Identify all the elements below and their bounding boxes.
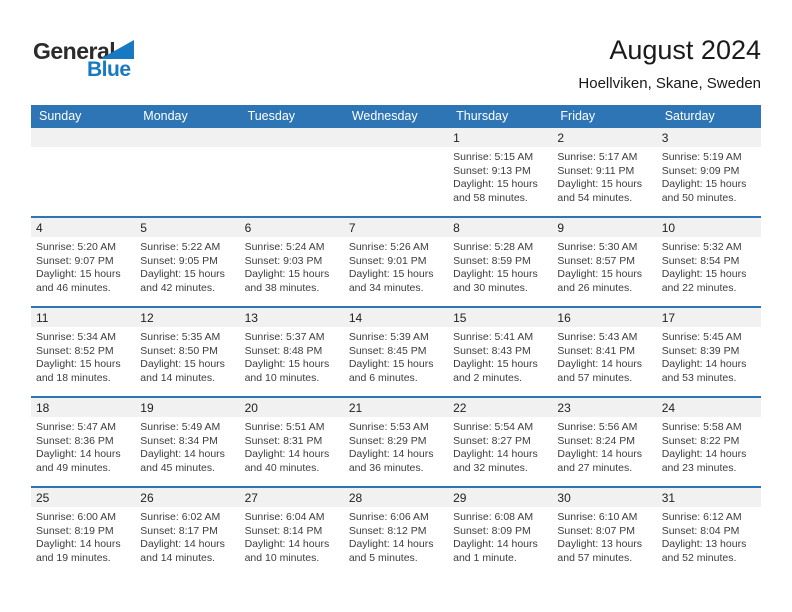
day-number: 6 xyxy=(244,220,252,235)
daylight-text: Daylight: 15 hours and 6 minutes. xyxy=(348,358,434,384)
week-row xyxy=(31,306,761,396)
daylight-text: Daylight: 15 hours and 50 minutes. xyxy=(661,178,747,204)
sunrise-text: Sunrise: 5:58 AM xyxy=(661,421,742,433)
day-cell xyxy=(552,488,656,576)
week-row xyxy=(31,216,761,306)
day-cell xyxy=(31,308,135,396)
day-cell xyxy=(135,398,239,486)
daylight-text: Daylight: 14 hours and 36 minutes. xyxy=(348,448,434,474)
day-number-band xyxy=(135,488,239,507)
day-number: 8 xyxy=(453,220,460,235)
day-number-band xyxy=(31,218,135,237)
daylight-text: Daylight: 15 hours and 38 minutes. xyxy=(244,268,330,294)
sunset-text: Sunset: 8:12 PM xyxy=(348,524,427,537)
sunrise-text: Sunrise: 6:06 AM xyxy=(348,511,429,523)
day-number-band xyxy=(240,308,344,327)
day-number-band xyxy=(657,398,761,417)
sunset-text: Sunset: 8:04 PM xyxy=(661,524,740,537)
day-details xyxy=(448,507,552,565)
day-details xyxy=(552,417,656,475)
daylight-text: Daylight: 14 hours and 53 minutes. xyxy=(661,358,747,384)
day-details xyxy=(31,417,135,475)
day-number-band xyxy=(657,128,761,147)
sunrise-text: Sunrise: 5:51 AM xyxy=(244,421,325,433)
sunrise-text: Sunrise: 5:32 AM xyxy=(661,241,742,253)
sunrise-text: Sunrise: 5:24 AM xyxy=(244,241,325,253)
sunset-text: Sunset: 8:31 PM xyxy=(244,434,323,447)
sunset-text: Sunset: 8:48 PM xyxy=(244,344,323,357)
daylight-text: Daylight: 15 hours and 22 minutes. xyxy=(661,268,747,294)
sunrise-text: Sunrise: 6:04 AM xyxy=(244,511,325,523)
sunset-text: Sunset: 8:59 PM xyxy=(453,254,531,267)
day-details xyxy=(552,147,656,205)
day-cell xyxy=(135,488,239,576)
empty-day-cell xyxy=(31,128,135,216)
day-details xyxy=(657,507,761,565)
day-number-band xyxy=(135,398,239,417)
sunset-text: Sunset: 8:22 PM xyxy=(661,434,740,447)
weekday-header-row xyxy=(31,105,761,126)
sunset-text: Sunset: 9:07 PM xyxy=(36,254,114,267)
day-details xyxy=(552,327,656,385)
day-number: 24 xyxy=(661,400,676,415)
sunrise-text: Sunrise: 5:34 AM xyxy=(36,331,116,343)
day-details xyxy=(657,237,761,295)
day-number: 21 xyxy=(348,400,363,415)
day-cell xyxy=(344,398,448,486)
day-number: 17 xyxy=(661,310,676,325)
day-details xyxy=(344,147,448,151)
sunset-text: Sunset: 9:01 PM xyxy=(348,254,427,267)
day-number-band xyxy=(657,488,761,507)
day-number-band xyxy=(552,128,656,147)
sunset-text: Sunset: 8:34 PM xyxy=(140,434,218,447)
daylight-text: Daylight: 14 hours and 27 minutes. xyxy=(557,448,643,474)
day-number-band xyxy=(552,398,656,417)
sunset-text: Sunset: 8:57 PM xyxy=(557,254,636,267)
daylight-text: Daylight: 14 hours and 45 minutes. xyxy=(140,448,225,474)
day-cell xyxy=(31,398,135,486)
daylight-text: Daylight: 15 hours and 34 minutes. xyxy=(348,268,434,294)
day-number: 15 xyxy=(453,310,467,325)
week-row xyxy=(31,486,761,576)
daylight-text: Daylight: 15 hours and 18 minutes. xyxy=(36,358,121,384)
day-details xyxy=(31,507,135,565)
sunrise-text: Sunrise: 5:26 AM xyxy=(348,241,429,253)
daylight-text: Daylight: 15 hours and 46 minutes. xyxy=(36,268,121,294)
sunset-text: Sunset: 9:11 PM xyxy=(557,164,635,177)
day-details xyxy=(135,417,239,475)
day-cell xyxy=(448,308,552,396)
day-details xyxy=(31,327,135,385)
day-number: 22 xyxy=(453,400,467,415)
day-number-band xyxy=(344,128,448,147)
day-number-band xyxy=(448,308,552,327)
day-details xyxy=(344,417,448,475)
day-details xyxy=(240,237,344,295)
day-cell xyxy=(135,218,239,306)
sunrise-text: Sunrise: 5:20 AM xyxy=(36,241,116,253)
day-number: 14 xyxy=(348,310,363,325)
sunset-text: Sunset: 8:39 PM xyxy=(661,344,740,357)
daylight-text: Daylight: 14 hours and 49 minutes. xyxy=(36,448,121,474)
day-number: 13 xyxy=(244,310,258,325)
weekday-wednesday: Wednesday xyxy=(351,108,418,123)
daylight-text: Daylight: 14 hours and 40 minutes. xyxy=(244,448,330,474)
day-number-band xyxy=(344,488,448,507)
day-number-band xyxy=(240,488,344,507)
daylight-text: Daylight: 14 hours and 19 minutes. xyxy=(36,538,121,564)
sunset-text: Sunset: 9:13 PM xyxy=(453,164,531,177)
sunrise-text: Sunrise: 5:47 AM xyxy=(36,421,116,433)
day-number-band xyxy=(552,308,656,327)
sunset-text: Sunset: 9:05 PM xyxy=(140,254,218,267)
daylight-text: Daylight: 15 hours and 10 minutes. xyxy=(244,358,330,384)
sunrise-text: Sunrise: 5:45 AM xyxy=(661,331,742,343)
day-number: 3 xyxy=(661,130,669,145)
day-cell xyxy=(344,218,448,306)
day-details xyxy=(135,327,239,385)
sunrise-text: Sunrise: 5:54 AM xyxy=(453,421,534,433)
day-details xyxy=(240,147,344,151)
day-details xyxy=(344,507,448,565)
day-number-band xyxy=(240,128,344,147)
daylight-text: Daylight: 15 hours and 26 minutes. xyxy=(557,268,643,294)
day-number-band xyxy=(135,128,239,147)
day-number-band xyxy=(657,308,761,327)
day-number: 27 xyxy=(244,490,258,505)
sunset-text: Sunset: 8:19 PM xyxy=(36,524,114,537)
sunrise-text: Sunrise: 5:41 AM xyxy=(453,331,534,343)
sunrise-text: Sunrise: 6:02 AM xyxy=(140,511,221,523)
day-number-band xyxy=(31,488,135,507)
day-details xyxy=(448,147,552,205)
week-row xyxy=(31,126,761,216)
sunset-text: Sunset: 9:03 PM xyxy=(244,254,323,267)
day-details xyxy=(135,507,239,565)
day-number: 12 xyxy=(140,310,154,325)
sunset-text: Sunset: 9:09 PM xyxy=(661,164,740,177)
day-details xyxy=(240,327,344,385)
sunset-text: Sunset: 8:17 PM xyxy=(140,524,218,537)
day-details xyxy=(135,237,239,295)
sunrise-text: Sunrise: 6:00 AM xyxy=(36,511,116,523)
sunrise-text: Sunrise: 5:37 AM xyxy=(244,331,325,343)
sunset-text: Sunset: 8:07 PM xyxy=(557,524,636,537)
day-details xyxy=(344,237,448,295)
sunset-text: Sunset: 8:36 PM xyxy=(36,434,114,447)
day-cell xyxy=(657,398,761,486)
day-details xyxy=(657,417,761,475)
sunset-text: Sunset: 8:52 PM xyxy=(36,344,114,357)
daylight-text: Daylight: 14 hours and 57 minutes. xyxy=(557,358,643,384)
general-blue-logo xyxy=(33,36,143,82)
day-cell xyxy=(657,128,761,216)
day-cell xyxy=(448,398,552,486)
day-number-band xyxy=(552,488,656,507)
day-number-band xyxy=(448,488,552,507)
daylight-text: Daylight: 15 hours and 42 minutes. xyxy=(140,268,225,294)
daylight-text: Daylight: 14 hours and 14 minutes. xyxy=(140,538,225,564)
day-number-band xyxy=(31,128,135,147)
sunrise-text: Sunrise: 5:53 AM xyxy=(348,421,429,433)
daylight-text: Daylight: 15 hours and 2 minutes. xyxy=(453,358,538,384)
day-cell xyxy=(344,488,448,576)
daylight-text: Daylight: 14 hours and 10 minutes. xyxy=(244,538,330,564)
day-number: 20 xyxy=(244,400,258,415)
day-number-band xyxy=(448,398,552,417)
daylight-text: Daylight: 13 hours and 57 minutes. xyxy=(557,538,643,564)
weekday-friday: Friday xyxy=(560,108,596,123)
sunset-text: Sunset: 8:41 PM xyxy=(557,344,636,357)
day-cell xyxy=(31,488,135,576)
day-cell xyxy=(448,488,552,576)
sunset-text: Sunset: 8:24 PM xyxy=(557,434,636,447)
day-number-band xyxy=(31,398,135,417)
sunrise-text: Sunrise: 5:30 AM xyxy=(557,241,638,253)
day-details xyxy=(448,417,552,475)
sunset-text: Sunset: 8:27 PM xyxy=(453,434,531,447)
day-cell xyxy=(240,488,344,576)
day-number: 9 xyxy=(557,220,565,235)
calendar-table xyxy=(31,105,761,576)
logo-triangle-icon xyxy=(100,40,134,59)
day-details xyxy=(448,237,552,295)
weekday-tuesday: Tuesday xyxy=(247,108,296,123)
sunset-text: Sunset: 8:43 PM xyxy=(453,344,531,357)
day-cell xyxy=(657,218,761,306)
daylight-text: Daylight: 14 hours and 32 minutes. xyxy=(453,448,538,474)
day-number-band xyxy=(135,218,239,237)
day-details xyxy=(657,147,761,205)
day-details xyxy=(657,327,761,385)
day-details xyxy=(552,507,656,565)
day-number: 28 xyxy=(348,490,363,505)
sunrise-text: Sunrise: 5:43 AM xyxy=(557,331,638,343)
page-location: Hoellviken, Skane, Sweden xyxy=(578,75,761,92)
day-details xyxy=(31,147,135,151)
logo-word-blue: Blue xyxy=(87,58,131,81)
daylight-text: Daylight: 15 hours and 58 minutes. xyxy=(453,178,538,204)
day-number-band xyxy=(448,218,552,237)
day-cell xyxy=(552,398,656,486)
day-number: 29 xyxy=(453,490,467,505)
sunrise-text: Sunrise: 5:49 AM xyxy=(140,421,221,433)
sunrise-text: Sunrise: 6:08 AM xyxy=(453,511,534,523)
sunrise-text: Sunrise: 5:17 AM xyxy=(557,151,638,163)
day-cell xyxy=(135,308,239,396)
day-number-band xyxy=(657,218,761,237)
day-number: 10 xyxy=(661,220,676,235)
daylight-text: Daylight: 15 hours and 14 minutes. xyxy=(140,358,225,384)
sunrise-text: Sunrise: 5:35 AM xyxy=(140,331,221,343)
daylight-text: Daylight: 13 hours and 52 minutes. xyxy=(661,538,747,564)
day-number-band xyxy=(344,218,448,237)
calendar-grid xyxy=(31,126,761,576)
day-number: 30 xyxy=(557,490,571,505)
empty-day-cell xyxy=(240,128,344,216)
day-cell xyxy=(448,128,552,216)
sunset-text: Sunset: 8:45 PM xyxy=(348,344,427,357)
sunrise-text: Sunrise: 6:10 AM xyxy=(557,511,638,523)
day-number: 18 xyxy=(36,400,50,415)
day-number-band xyxy=(240,398,344,417)
day-number: 11 xyxy=(36,310,49,325)
day-number-band xyxy=(344,398,448,417)
sunrise-text: Sunrise: 5:22 AM xyxy=(140,241,221,253)
day-cell xyxy=(448,218,552,306)
day-number: 7 xyxy=(348,220,356,235)
day-cell xyxy=(344,308,448,396)
daylight-text: Daylight: 15 hours and 30 minutes. xyxy=(453,268,538,294)
title-block xyxy=(578,34,761,92)
weekday-thursday: Thursday xyxy=(456,108,509,123)
daylight-text: Daylight: 14 hours and 5 minutes. xyxy=(348,538,434,564)
day-details xyxy=(31,237,135,295)
sunrise-text: Sunrise: 5:39 AM xyxy=(348,331,429,343)
day-number-band xyxy=(135,308,239,327)
sunset-text: Sunset: 8:50 PM xyxy=(140,344,218,357)
sunrise-text: Sunrise: 6:12 AM xyxy=(661,511,742,523)
day-number: 2 xyxy=(557,130,565,145)
day-cell xyxy=(657,308,761,396)
sunset-text: Sunset: 8:54 PM xyxy=(661,254,740,267)
weekday-saturday: Saturday xyxy=(664,108,715,123)
day-number-band xyxy=(240,218,344,237)
day-number: 4 xyxy=(36,220,43,235)
day-cell xyxy=(552,308,656,396)
sunrise-text: Sunrise: 5:28 AM xyxy=(453,241,534,253)
day-details xyxy=(552,237,656,295)
sunrise-text: Sunrise: 5:15 AM xyxy=(453,151,534,163)
day-details xyxy=(135,147,239,151)
sunset-text: Sunset: 8:29 PM xyxy=(348,434,427,447)
day-cell xyxy=(552,128,656,216)
day-number: 25 xyxy=(36,490,50,505)
daylight-text: Daylight: 15 hours and 54 minutes. xyxy=(557,178,643,204)
day-number: 16 xyxy=(557,310,571,325)
day-cell xyxy=(657,488,761,576)
day-details xyxy=(240,417,344,475)
empty-day-cell xyxy=(135,128,239,216)
day-cell xyxy=(552,218,656,306)
day-details xyxy=(448,327,552,385)
day-number: 31 xyxy=(661,490,676,505)
weekday-sunday: Sunday xyxy=(39,108,82,123)
sunrise-text: Sunrise: 5:56 AM xyxy=(557,421,638,433)
logo-word-general: General xyxy=(33,38,116,64)
daylight-text: Daylight: 14 hours and 1 minute. xyxy=(453,538,538,564)
day-number-band xyxy=(448,128,552,147)
daylight-text: Daylight: 14 hours and 23 minutes. xyxy=(661,448,747,474)
day-number-band xyxy=(552,218,656,237)
sunrise-text: Sunrise: 5:19 AM xyxy=(661,151,742,163)
day-details xyxy=(344,327,448,385)
day-cell xyxy=(240,398,344,486)
empty-day-cell xyxy=(344,128,448,216)
day-number: 1 xyxy=(453,130,460,145)
page-title: August 2024 xyxy=(609,35,761,65)
day-details xyxy=(240,507,344,565)
week-row xyxy=(31,396,761,486)
day-number: 23 xyxy=(557,400,571,415)
day-number-band xyxy=(31,308,135,327)
day-number: 19 xyxy=(140,400,154,415)
sunset-text: Sunset: 8:09 PM xyxy=(453,524,531,537)
day-number: 5 xyxy=(140,220,147,235)
day-cell xyxy=(240,308,344,396)
sunset-text: Sunset: 8:14 PM xyxy=(244,524,323,537)
weekday-monday: Monday xyxy=(143,108,188,123)
day-number-band xyxy=(344,308,448,327)
day-number: 26 xyxy=(140,490,154,505)
day-cell xyxy=(31,218,135,306)
day-cell xyxy=(240,218,344,306)
